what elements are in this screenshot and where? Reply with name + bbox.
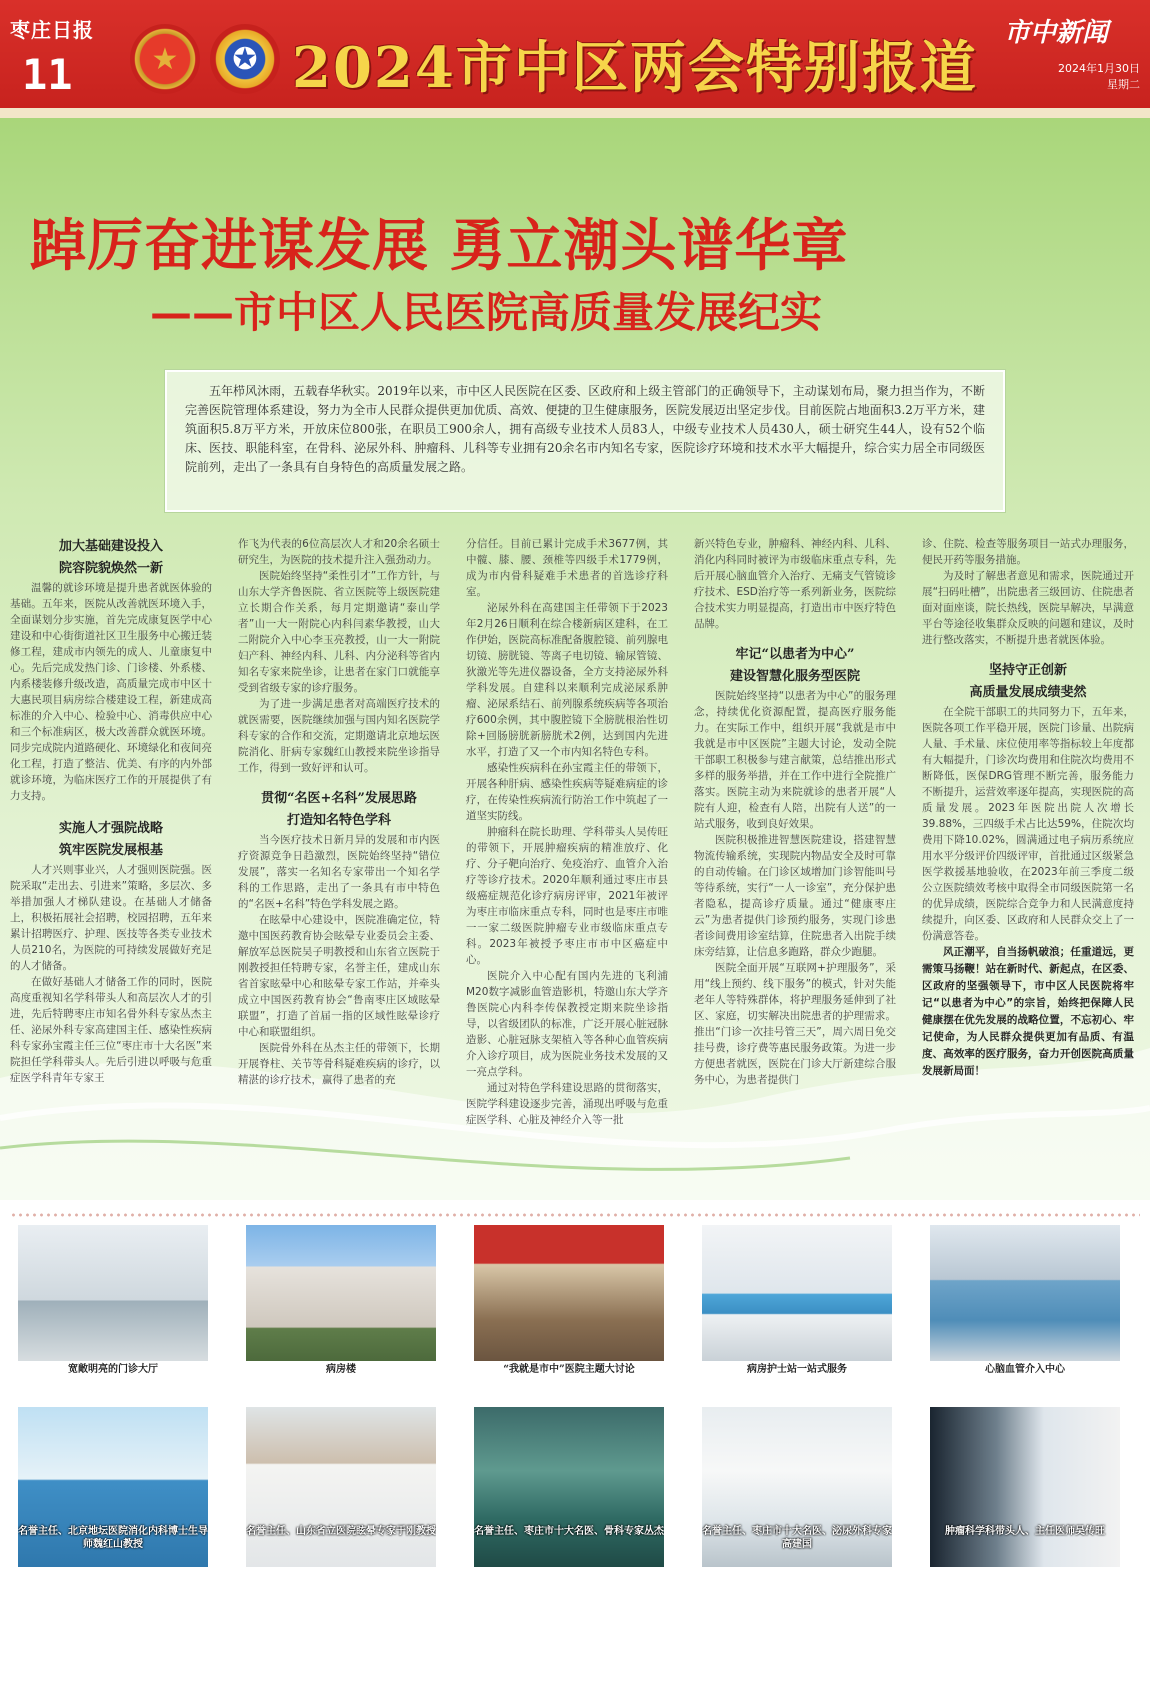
intro-box: 五年栉风沐雨，五载春华秋实。2019年以来，市中区人民医院在区委、区政府和上级主管部门的正确领导下，主动谋划布局，聚力担当作为，不断完善医院管理体系建设，努力为全市人民群众提供更加优质、高效、便捷的卫生健康服务，医院发展迈出坚定步伐。目前医院占地面积3.2万平方米，建筑面积5.8万平方米，开放床位800张，在职员工900余人，拥有高级专业技术人员83人，中级专业技术人员430人，硕士研究生44人，设有52个临床、医技、职能科室，在骨科、泌尿外科、肿瘤科、儿科等专业拥有20余名市内知名专家，医院诊疗环境和技术水平大幅提升，综合实力居全市同级医院前列，走出了一条具有自身特色的高质量发展之路。	[165, 370, 1005, 512]
masthead-stripe	[0, 108, 1150, 118]
paragraph: 人才兴则事业兴，人才强则医院强。医院采取“走出去、引进来”策略，多层次、多举措加强人才梯队建设。在基础人才储备上，积极拓展社会招聘，校园招聘，五年来累计招聘医疗、护理、医技等各类专业技术人员210名，为医院的可持续发展做好充足的人才储备。	[10, 864, 212, 972]
paper-name: 枣庄日报	[10, 18, 94, 42]
section-heading: 牢记“以患者为中心” 建设智慧化服务型医院	[729, 647, 860, 684]
special-report-title: 2024市中区两会特别报道	[292, 35, 978, 101]
photo-doctors	[702, 1407, 892, 1577]
paragraph: 医院始终坚持“柔性引才”工作方针，与山东大学齐鲁医院、省立医院等上级医院建立长期合作关系，每月定期邀请“泰山学者”山一大一附院心内科闫素华教授，山大二附院介入中心李玉亮教授，山一大一附院妇产科、神经内科、儿科、内分泌科等省内知名专家来院坐诊，让患者在家门口就能享受到省级专家的诊疗服务。	[238, 570, 440, 694]
photo-caption: 心脑血管介入中心	[985, 1364, 1065, 1375]
section-heading: 加大基础建设投入 院容院貌焕然一新	[58, 539, 163, 576]
section-heading: 贯彻“名医+名科”发展思路 打造知名特色学科	[261, 791, 417, 828]
page-number: 11	[22, 50, 73, 99]
photo-caption: 名誉主任、枣庄市十大名医、骨科专家丛杰	[474, 1526, 664, 1537]
paragraph: 为及时了解患者意见和需求，医院通过开展“扫码吐槽”，出院患者三级回访、住院患者面对面座谈，院长热线，医院早解决，早满意平台等途径收集群众反映的问题和建议，及时进行整改落实，不断提升患者就医体验。	[922, 570, 1134, 646]
paragraph: 在全院干部职工的共同努力下，五年来，医院各项工作平稳开展，医院门诊量、出院病人量、手术量、床位使用率等指标较上年度都有大幅提升，门诊次均费用和住院次均费用不断降低，医保DRG管理不断完善，服务能力不断提升，运营效率逐年提高，实现医院的高质量发展。2023年医院出院人次增长39.88%，三四级手术占比达59%，住院次均费用下降10.02%，圆满通过电子病历系统应用水平分级评价四级评审，首批通过区级紧急医学救援基地验收，在2023年前三季度二级公立医院绩效考核中取得全市同级医院第一名的优异成绩，医院综合竞争力和人民满意度持续提升，向区委、区政府和人民群众交上了一份满意答卷。	[922, 706, 1134, 942]
paragraph: 温馨的就诊环境是提升患者就医体验的基础。五年来，医院从改善就医环境入手，全面谋划分步实施，首先完成康复医学中心建设和中心街街道社区卫生服务中心搬迁装修工程，建成市内领先的成人、儿童康复中心。先后完成发热门诊、门诊楼、外系楼、内系楼装修升级改造，高质量完成市中区十大惠民项目病房综合楼建设工程，新建成高标准的介入中心、检验中心、消毒供应中心和三个标准病区，极大改善群众就医环境。同步完成院内道路硬化、环境绿化和夜间亮化工程，打造了整洁、优美、有序的内外部就诊环境，为临床医疗工作的开展提供了有力支持。	[10, 582, 212, 802]
issue-weekday: 星期二	[1107, 78, 1140, 91]
photo-nurse-station	[702, 1225, 892, 1385]
section-heading: 坚持守正创新 高质量发展成绩斐然	[969, 663, 1087, 700]
column-3	[466, 536, 668, 1200]
paragraph: 医院骨外科在丛杰主任的带领下，长期开展脊柱、关节等骨科疑难疾病的诊疗，以精湛的诊疗技术，赢得了患者的充	[238, 1042, 440, 1086]
paragraph: 医院始终坚持“以患者为中心”的服务理念，持续优化资源配置，提高医疗服务能力。在实际工作中，组织开展“我就是市中 我就是市中区医院”主题大讨论，发动全院干部职工积极参与建言献策，总结推出形式多样的服务举措，并在工作中进行全院推广落实。医院主动为来院就诊的患者开展“人院有人迎，检查有人陪，出院有人送”的一站式服务，收到良好效果。	[694, 690, 896, 830]
photo-caption: “我就是市中”医院主题大讨论	[503, 1364, 635, 1375]
paragraph: 作飞为代表的6位高层次人才和20余名硕士研究生，为医院的技术提升注入强劲动力。	[238, 538, 440, 566]
photo-caption: 宽敞明亮的门诊大厅	[68, 1364, 158, 1375]
paragraph: 泌尿外科在高建国主任带领下于2023年2月26日顺利在综合楼新病区建科，在工作伊始，医院高标准配备腹腔镜、前列腺电切镜、膀胱镜、等离子电切镜、输尿管镜、狄激光等先进仪器设备，全方支持泌尿外科学科发展。自建科以来顺利完成泌尿系肿瘤、泌尿系结石、前列腺系统疾病等各项治疗600余例，其中腹腔镜下全膀胱根治性切除+回肠膀胱新膀胱术2例，达到国内先进水平，打造了又一个市内知名特色专科。	[466, 602, 668, 758]
column-2	[238, 536, 440, 1200]
building-photo-icon	[246, 1225, 436, 1361]
photo-cath-lab	[930, 1225, 1120, 1385]
photo-caption: 肿瘤科学科带头人、主任医师吴传旺	[945, 1526, 1105, 1537]
photo-gallery	[0, 1225, 1150, 1697]
meeting-photo-icon	[474, 1225, 664, 1361]
photo-doctor-2	[246, 1407, 436, 1577]
paragraph: 诊、住院、检查等服务项目一站式办理服务，便民开药等服务措施。	[922, 538, 1134, 566]
photo-surgery	[474, 1407, 664, 1577]
closing-paragraph: 风正潮平，自当扬帆破浪；任重道远，更需策马扬鞭！站在新时代、新起点，在区委、区政府的坚强领导下，市中区人民医院将牢记“以患者为中心”的宗旨，始终把保障人民健康摆在优先发展的战略位置，不忘初心、牢记使命，为人民群众提供更加有品质、有温度、高效率的医疗服务，奋力开创医院高质量发展新局面！	[922, 946, 1134, 1077]
column-1	[10, 536, 212, 1200]
photo-hall	[18, 1225, 208, 1385]
hall-photo-icon	[18, 1225, 208, 1361]
subheadline: ——市中区人民医院高质量发展纪实	[150, 288, 823, 337]
article-columns	[10, 536, 1140, 1200]
nurse-station-photo-icon	[702, 1225, 892, 1361]
paragraph: 医院介入中心配有国内先进的飞利浦M20数字减影血管造影机，特邀山东大学齐鲁医院心内科李传保教授定期来院坐诊指导，以省级团队的标准，广泛开展心脏冠脉造影、心脏冠脉支架植入等各种心血管疾病介入诊疗项目，成为医院业务技术发展的又一亮点学科。	[466, 970, 668, 1078]
surgery-photo-icon	[474, 1407, 664, 1567]
headline: 踔厉奋进谋发展 勇立潮头谱华章	[30, 213, 849, 279]
section-name: 市中新闻	[1004, 18, 1109, 48]
paragraph: 新兴特色专业，肿瘤科、神经内科、儿科、消化内科同时被评为市级临床重点专科，先后开展心脑血管介入治疗、无痛支气管镜诊疗技术、ESD治疗等一系列新业务，医院综合技术实力明显提高，打造出市中医疗特色品牌。	[694, 538, 896, 630]
paragraph: 在眩晕中心建设中，医院准确定位，特邀中国医药教育协会眩晕专业委员会主委、解放军总医院吴子明教授和山东省立医院于刚教授担任特聘专家，名誉主任，建成山东省首家眩晕中心和眩晕专家工作站，并牵头成立中国医药教育协会“鲁南枣庄区域眩晕联盟”，打造了首届一指的区域性眩晕诊疗中心和联盟组织。	[238, 914, 440, 1038]
paragraph: 通过对特色学科建设思路的贯彻落实，医院学科建设逐步完善，涌现出呼吸与危重症医学科、心脏及神经介入等一批	[466, 1082, 668, 1126]
paragraph: 当今医疗技术日新月异的发展和市内医疗资源竞争日趋激烈，医院始终坚持“错位发展”，落实一名知名专家带出一个知名学科的工作思路，走出了一条具有市中特色的“名医+名科”特色学科发展之路。	[238, 834, 440, 910]
dotted-divider	[10, 1213, 1140, 1217]
photo-caption: 病房护士站一站式服务	[747, 1364, 847, 1375]
section-heading: 实施人才强院战略 筑牢医院发展根基	[58, 821, 163, 858]
photo-caption: 名誉主任、山东省立医院眩晕专家于刚教授	[246, 1526, 436, 1537]
xray-photo-icon	[930, 1407, 1120, 1567]
column-4	[694, 536, 896, 1200]
paragraph: 分信任。目前已累计完成手术3677例，其中髋、膝、腰、颈椎等四级手术1779例，成为市内骨科疑难手术患者的首选诊疗科室。	[466, 538, 668, 598]
photo-caption: 名誉主任、北京地坛医院消化内科博士生导师魏红山教授	[18, 1526, 208, 1550]
photo-caption: 名誉主任、枣庄市十大名医、泌尿外科专家高建国	[702, 1526, 892, 1550]
photo-building	[246, 1225, 436, 1385]
masthead	[0, 0, 1150, 118]
photo-caption: 病房楼	[326, 1364, 356, 1375]
paragraph: 为了进一步满足患者对高端医疗技术的就医需要，医院继续加强与国内知名医院学科专家的合作和交流，定期邀请北京地坛医院消化、肝病专家魏红山教授来院坐诊指导工作，得到一致好评和认可。	[238, 698, 440, 774]
paragraph: 肿瘤科在院长助理、学科带头人吴传旺的带领下，开展肿瘤疾病的精准放疗、化疗、分子靶向治疗、免疫治疗、血管介入治疗等诊疗技术。2020年顺利通过枣庄市县级癌症规范化诊疗病房评审，2021年被评为枣庄市临床重点专科，同时也是枣庄市唯一一家二级医院肿瘤专业市级临床重点专科。2023年被授予枣庄市市中区癌症中心。	[466, 826, 668, 966]
photo-xray	[930, 1407, 1120, 1577]
photo-meeting	[474, 1225, 664, 1385]
article-panel	[0, 118, 1150, 1200]
cppcc-emblem-icon: ✪	[210, 24, 280, 94]
doctor-photo-icon	[246, 1407, 436, 1567]
national-emblem-icon: ★	[130, 24, 200, 94]
issue-date: 2024年1月30日	[1058, 62, 1140, 75]
column-5	[922, 536, 1134, 1200]
paragraph: 医院全面开展“互联网+护理服务”，采用“线上预约、线下服务”的模式，针对失能老年人等特殊群体，将护理服务延伸到了社区、家庭，切实解决出院患者的护理需求。推出“门诊一次挂号管三天”，周六周日免交挂号费，诊疗费等惠民服务政策。为进一步方便患者就医，医院在门诊大厅新建综合服务中心，为患者提供门	[694, 962, 896, 1086]
photo-doctor-1	[18, 1407, 208, 1577]
paragraph: 在做好基础人才储备工作的同时，医院高度重视知名学科带头人和高层次人才的引进，先后特聘枣庄市知名骨外科专家丛杰主任、泌尿外科专家高建国主任、感染性疾病科专家孙宝霞主任三位“枣庄市十大名医”来院担任学科带头人。先后引进以呼吸与危重症医学科青年专家王	[10, 976, 212, 1084]
paragraph: 感染性疾病科在孙宝霞主任的带领下，开展各种肝病、感染性疾病等疑难病症的诊疗，在传染性疾病流行防治工作中筑起了一道坚实防线。	[466, 762, 668, 822]
paragraph: 医院积极推进智慧医院建设，搭建智慧物流传输系统，实现院内物品安全及时可靠的自动传输。在门诊区域增加门诊智能叫号等待系统，实行“一人一诊室”，充分保护患者隐私，提高诊疗质量。通过“健康枣庄云”为患者提供门诊预约服务，实现门诊患者诊间费用诊室结算，住院患者入出院手续床旁结算，让信息多跑路，群众少跑腿。	[694, 834, 896, 958]
cath-lab-photo-icon	[930, 1225, 1120, 1361]
